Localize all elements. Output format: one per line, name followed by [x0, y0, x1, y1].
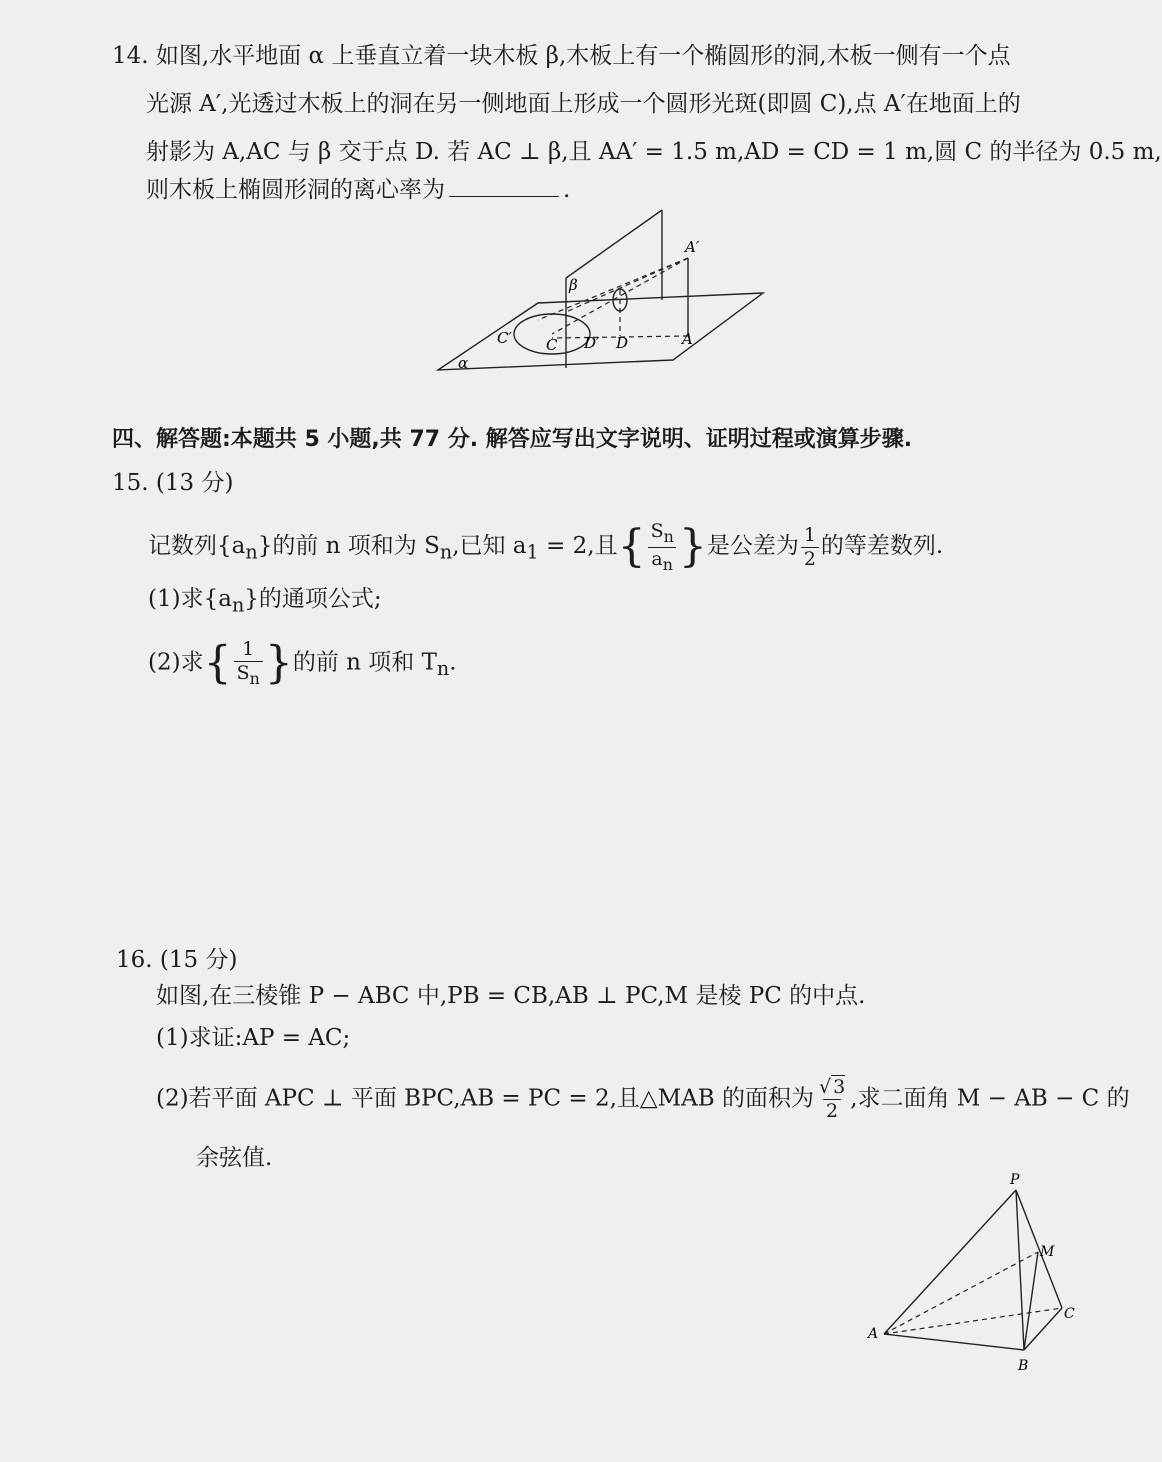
- fraction-half: $\frac{1}{2}$: [801, 526, 819, 569]
- sub-1: 1: [526, 540, 539, 564]
- fraction-sn-an: $\frac{S_n}{a_n}$: [648, 522, 677, 572]
- label-d-prime: D′: [584, 334, 600, 352]
- q16-part-1: (1)求证:AP = AC;: [156, 1025, 351, 1051]
- q15-text-c: ,已知 a: [452, 533, 527, 560]
- fraction-1-sn: $\frac{1}{S_n}$: [234, 640, 263, 687]
- sub-n: n: [439, 540, 453, 564]
- q15-part-2: (2)求{ $\frac{1}{S_n}$ }的前 n 项和 $T_n$.: [148, 637, 457, 689]
- label-b: B: [1018, 1358, 1029, 1374]
- label-p: P: [1010, 1172, 1020, 1188]
- q14-line-4-text: 则木板上椭圆形洞的离心率为: [146, 177, 445, 203]
- q16-figure: [860, 1170, 1080, 1390]
- label-a: A: [868, 1326, 879, 1342]
- q15-text-b: }的前 n 项和为 S: [257, 533, 440, 560]
- q15-part-1: (1)求$\{a_n\}$的通项公式;: [148, 586, 382, 617]
- label-a-prime: A′: [685, 238, 700, 256]
- label-beta: β: [569, 276, 578, 294]
- label-d: D: [616, 334, 629, 352]
- q15-text-e: 是公差为: [706, 533, 799, 560]
- q16-header: 16. (15 分): [116, 947, 238, 973]
- q15-text-f: 的等差数列.: [820, 533, 944, 560]
- label-c: C: [546, 336, 558, 354]
- label-c-prime: C′: [497, 329, 512, 347]
- section-heading: 四、解答题:本题共 5 小题,共 77 分. 解答应写出文字说明、证明过程或演算步骤.: [112, 427, 913, 452]
- q14-figure: [430, 200, 780, 380]
- q15-text-a: 记数列{a: [148, 533, 246, 560]
- label-alpha: α: [458, 354, 469, 372]
- q14-line-1: 14. 如图,水平地面 α 上垂直立着一块木板 β,木板上有一个椭圆形的洞,木板一侧有一个点: [112, 43, 1011, 69]
- q15-statement: 记数列$\{a_n\}$的前 n 项和为 $S_n$,已知 $a_1 = 2$,且{ $\frac{S_n}{a_n}$ }是公差为 $\frac{1}{2}$ 的等差数列.: [148, 520, 944, 574]
- fraction-sqrt3-2: $\frac{√ 3}{2}$: [818, 1076, 846, 1122]
- answer-blank[interactable]: [449, 176, 559, 197]
- label-m: M: [1040, 1244, 1055, 1260]
- ground-plane-alpha: [438, 293, 763, 370]
- q14-line-3: 射影为 A,AC 与 β 交于点 D. 若 AC ⊥ β,且 AA′ = 1.5 m,AD = CD = 1 m,圆 C 的半径为 0.5 m,: [146, 139, 1162, 165]
- q16-part-2-end: 余弦值.: [196, 1145, 273, 1171]
- label-a: A: [682, 330, 693, 348]
- label-c: C: [1064, 1306, 1075, 1322]
- q16-statement: 如图,在三棱锥 P − ABC 中,PB = CB,AB ⊥ PC,M 是棱 PC 的中点.: [156, 983, 866, 1009]
- q16-part-2: (2)若平面 APC ⊥ 平面 BPC,AB = PC = 2,且△MAB 的面积为 $\frac{√ 3}{2}$ ,求二面角 M − AB − C 的: [156, 1076, 1130, 1122]
- q15-text-d: = 2,且: [538, 533, 618, 560]
- q14-line-4-end: .: [563, 177, 571, 203]
- q14-line-2: 光源 A′,光透过木板上的洞在另一侧地面上形成一个圆形光斑(即圆 C),点 A′在地面上的: [146, 91, 1021, 117]
- sub-n: n: [245, 540, 258, 564]
- q15-header: 15. (13 分): [112, 470, 234, 496]
